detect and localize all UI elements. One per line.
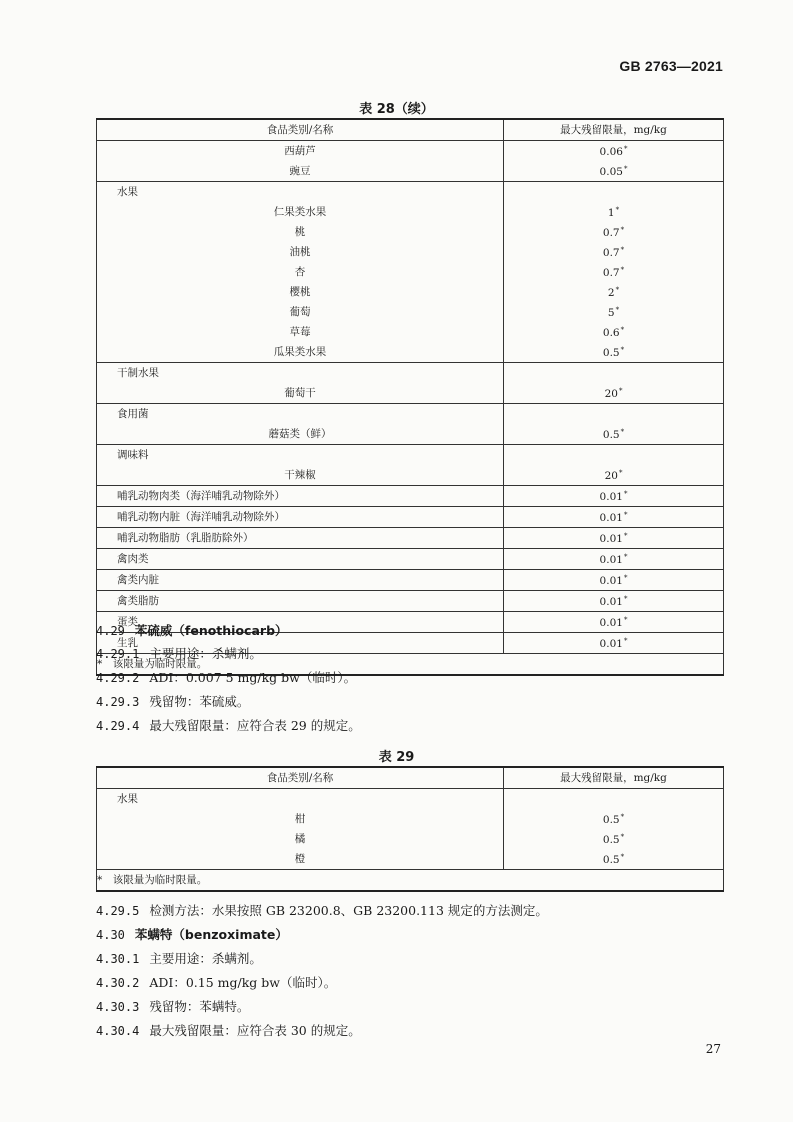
temporary-limit-mark: * xyxy=(618,469,623,477)
mrl-value: 0.5 xyxy=(602,429,620,441)
table-row xyxy=(97,404,724,425)
mrl-value-cell xyxy=(504,404,724,425)
mrl-value-cell xyxy=(504,282,724,302)
section-heading-4-30 xyxy=(96,926,288,944)
table-29 xyxy=(96,766,724,892)
mrl-value: 0.5 xyxy=(602,854,620,866)
table-row xyxy=(97,141,724,162)
temporary-limit-mark: * xyxy=(623,511,628,519)
temporary-limit-mark: * xyxy=(623,574,628,582)
mrl-value-cell xyxy=(504,424,724,445)
clause-text: 最大残留限量：应符合表 30 的规定。 xyxy=(149,1023,361,1038)
mrl-value-cell xyxy=(504,161,724,182)
mrl-value: 0.5 xyxy=(602,814,620,826)
table-row xyxy=(97,549,724,570)
mrl-value: 0.7 xyxy=(602,247,620,259)
mrl-value-cell xyxy=(504,141,724,162)
table-row xyxy=(97,302,724,322)
table-row xyxy=(97,282,724,302)
clause-text: ADI：0.007 5 mg/kg bw（临时）。 xyxy=(149,670,357,685)
standard-number: GB 2763—2021 xyxy=(619,58,723,74)
section-title: 苯硫威（fenothiocarb） xyxy=(134,623,288,638)
food-name-cell: 蛋类 xyxy=(97,612,504,633)
mrl-value: 20 xyxy=(604,388,618,400)
temporary-limit-mark: * xyxy=(620,346,625,354)
section-title: 苯螨特（benzoximate） xyxy=(134,927,288,942)
food-name-cell: 葡萄 xyxy=(97,302,504,322)
food-name-cell: 水果 xyxy=(97,789,504,810)
temporary-limit-mark: * xyxy=(623,490,628,498)
clause-number: 4.29.3 xyxy=(96,695,140,709)
mrl-value-cell xyxy=(504,633,724,654)
mrl-value-cell xyxy=(504,383,724,404)
table-row xyxy=(97,591,724,612)
clause-number: 4.30.4 xyxy=(96,1024,140,1038)
food-name-cell: 豌豆 xyxy=(97,161,504,182)
table-row xyxy=(97,342,724,363)
temporary-limit-mark: * xyxy=(623,616,628,624)
table-row xyxy=(97,809,724,829)
mrl-value: 0.01 xyxy=(599,596,623,608)
mrl-value-cell xyxy=(504,486,724,507)
food-name-cell: 西葫芦 xyxy=(97,141,504,162)
temporary-limit-mark: * xyxy=(623,553,628,561)
mrl-value-cell xyxy=(504,445,724,466)
mrl-value-cell xyxy=(504,570,724,591)
food-name-cell: 食用菌 xyxy=(97,404,504,425)
table-note: * 该限量为临时限量。 xyxy=(97,870,724,892)
mrl-value: 2 xyxy=(607,287,615,299)
mrl-value: 0.01 xyxy=(599,638,623,650)
table-row xyxy=(97,322,724,342)
temporary-limit-mark: * xyxy=(618,387,623,395)
mrl-value-cell xyxy=(504,202,724,222)
table-row xyxy=(97,849,724,870)
mrl-value: 0.5 xyxy=(602,347,620,359)
food-name-cell: 油桃 xyxy=(97,242,504,262)
table-29-title: 表 29 xyxy=(378,750,415,765)
food-name-cell: 禽类内脏 xyxy=(97,570,504,591)
clause-4-29-1 xyxy=(96,645,262,663)
table-row xyxy=(97,363,724,384)
food-name-cell: 瓜果类水果 xyxy=(97,342,504,363)
section-number: 4.30 xyxy=(96,928,125,942)
temporary-limit-mark: * xyxy=(623,145,628,153)
clause-4-29-3 xyxy=(96,693,249,711)
mrl-value: 0.06 xyxy=(599,146,623,158)
table-row xyxy=(97,486,724,507)
clause-text: 残留物：苯硫威。 xyxy=(149,694,250,709)
mrl-value-cell xyxy=(504,262,724,282)
food-name-cell: 仁果类水果 xyxy=(97,202,504,222)
mrl-value-cell xyxy=(504,849,724,870)
table-row xyxy=(97,242,724,262)
table-note: * 该限量为临时限量。 xyxy=(97,654,724,676)
clause-text: 主要用途：杀螨剂。 xyxy=(149,646,262,661)
table-row xyxy=(97,262,724,282)
clause-text: 检测方法：水果按照 GB 23200.8、GB 23200.113 规定的方法测定。 xyxy=(149,903,548,918)
mrl-value: 0.01 xyxy=(599,512,623,524)
table-row xyxy=(97,161,724,182)
table-row xyxy=(97,570,724,591)
table-28-title: 表 28（续） xyxy=(359,102,434,117)
mrl-value: 0.05 xyxy=(599,166,623,178)
mrl-value-cell xyxy=(504,465,724,486)
mrl-value-cell xyxy=(504,809,724,829)
mrl-value: 0.6 xyxy=(602,327,620,339)
clause-4-30-4 xyxy=(96,1022,361,1040)
column-header-food-category: 食品类别/名称 xyxy=(97,767,504,789)
food-name-cell: 干制水果 xyxy=(97,363,504,384)
temporary-limit-mark: * xyxy=(623,165,628,173)
food-name-cell: 哺乳动物肉类（海洋哺乳动物除外） xyxy=(97,486,504,507)
mrl-value-cell xyxy=(504,242,724,262)
clause-number: 4.30.3 xyxy=(96,1000,140,1014)
table-row xyxy=(97,182,724,203)
clause-number: 4.29.5 xyxy=(96,904,140,918)
mrl-value: 1 xyxy=(607,207,615,219)
food-name-cell: 橙 xyxy=(97,849,504,870)
column-header-mrl: 最大残留限量，mg/kg xyxy=(504,119,724,141)
clause-number: 4.29.4 xyxy=(96,719,140,733)
mrl-value: 0.5 xyxy=(602,834,620,846)
temporary-limit-mark: * xyxy=(620,853,625,861)
temporary-limit-mark: * xyxy=(620,428,625,436)
food-name-cell: 禽类脂肪 xyxy=(97,591,504,612)
temporary-limit-mark: * xyxy=(615,286,620,294)
food-name-cell: 哺乳动物内脏（海洋哺乳动物除外） xyxy=(97,507,504,528)
temporary-limit-mark: * xyxy=(615,206,620,214)
mrl-value-cell xyxy=(504,612,724,633)
clause-4-29-2 xyxy=(96,669,356,687)
food-name-cell: 杏 xyxy=(97,262,504,282)
section-number: 4.29 xyxy=(96,624,125,638)
mrl-value: 5 xyxy=(607,307,615,319)
clause-text: ADI：0.15 mg/kg bw（临时）。 xyxy=(149,975,337,990)
food-name-cell: 葡萄干 xyxy=(97,383,504,404)
section-heading-4-29 xyxy=(96,622,288,640)
mrl-value-cell xyxy=(504,829,724,849)
table-28 xyxy=(96,118,724,676)
temporary-limit-mark: * xyxy=(620,833,625,841)
clause-number: 4.29.1 xyxy=(96,647,140,661)
table-row xyxy=(97,507,724,528)
food-name-cell: 草莓 xyxy=(97,322,504,342)
mrl-value: 0.01 xyxy=(599,554,623,566)
food-name-cell: 水果 xyxy=(97,182,504,203)
clause-4-30-2 xyxy=(96,974,336,992)
page-number: 27 xyxy=(705,1042,721,1056)
mrl-value-cell xyxy=(504,549,724,570)
mrl-value-cell xyxy=(504,363,724,384)
mrl-value: 0.01 xyxy=(599,491,623,503)
mrl-value: 0.01 xyxy=(599,575,623,587)
food-name-cell: 干辣椒 xyxy=(97,465,504,486)
temporary-limit-mark: * xyxy=(623,595,628,603)
food-name-cell: 橘 xyxy=(97,829,504,849)
mrl-value: 0.01 xyxy=(599,617,623,629)
column-header-food-category: 食品类别/名称 xyxy=(97,119,504,141)
clause-4-29-4 xyxy=(96,717,361,735)
table-row xyxy=(97,222,724,242)
mrl-value-cell xyxy=(504,222,724,242)
table-row xyxy=(97,465,724,486)
table-row xyxy=(97,424,724,445)
mrl-value-cell xyxy=(504,302,724,322)
food-name-cell: 生乳 xyxy=(97,633,504,654)
clause-text: 最大残留限量：应符合表 29 的规定。 xyxy=(149,718,361,733)
clause-4-30-1 xyxy=(96,950,262,968)
table-row xyxy=(97,528,724,549)
mrl-value-cell xyxy=(504,182,724,203)
food-name-cell: 柑 xyxy=(97,809,504,829)
mrl-value-cell xyxy=(504,507,724,528)
table-row xyxy=(97,445,724,466)
food-name-cell: 调味料 xyxy=(97,445,504,466)
table-row xyxy=(97,829,724,849)
temporary-limit-mark: * xyxy=(620,226,625,234)
temporary-limit-mark: * xyxy=(620,246,625,254)
mrl-value-cell xyxy=(504,342,724,363)
mrl-value-cell xyxy=(504,322,724,342)
table-row xyxy=(97,789,724,810)
mrl-value-cell xyxy=(504,789,724,810)
mrl-value-cell xyxy=(504,591,724,612)
clause-text: 残留物：苯螨特。 xyxy=(149,999,250,1014)
temporary-limit-mark: * xyxy=(623,532,628,540)
table-row xyxy=(97,383,724,404)
temporary-limit-mark: * xyxy=(620,266,625,274)
mrl-value: 20 xyxy=(604,470,618,482)
table-row xyxy=(97,202,724,222)
mrl-value: 0.01 xyxy=(599,533,623,545)
column-header-mrl: 最大残留限量，mg/kg xyxy=(504,767,724,789)
clause-text: 主要用途：杀螨剂。 xyxy=(149,951,262,966)
food-name-cell: 桃 xyxy=(97,222,504,242)
food-name-cell: 禽肉类 xyxy=(97,549,504,570)
temporary-limit-mark: * xyxy=(620,326,625,334)
clause-number: 4.30.1 xyxy=(96,952,140,966)
mrl-value-cell xyxy=(504,528,724,549)
temporary-limit-mark: * xyxy=(623,637,628,645)
clause-4-30-3 xyxy=(96,998,249,1016)
food-name-cell: 哺乳动物脂肪（乳脂肪除外） xyxy=(97,528,504,549)
food-name-cell: 樱桃 xyxy=(97,282,504,302)
mrl-value: 0.7 xyxy=(602,267,620,279)
clause-number: 4.29.2 xyxy=(96,671,140,685)
temporary-limit-mark: * xyxy=(620,813,625,821)
food-name-cell: 蘑菇类（鲜） xyxy=(97,424,504,445)
clause-number: 4.30.2 xyxy=(96,976,140,990)
mrl-value: 0.7 xyxy=(602,227,620,239)
temporary-limit-mark: * xyxy=(615,306,620,314)
clause-4-29-5 xyxy=(96,902,548,920)
